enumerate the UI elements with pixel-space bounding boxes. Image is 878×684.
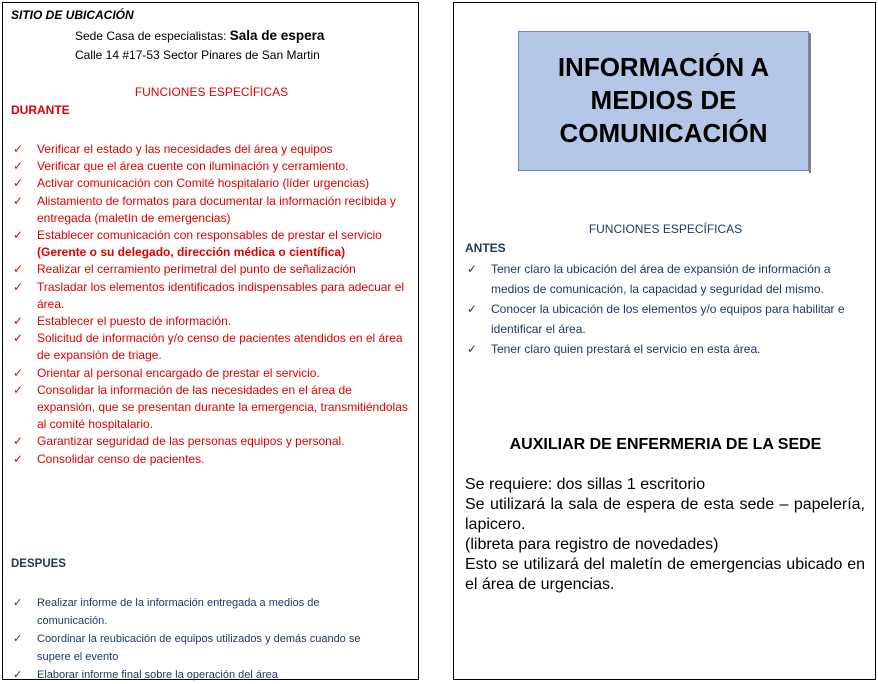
list-item: ✓ Conocer la ubicación de los elementos y/o equipos para habilitar e identificar el área. [465, 299, 857, 339]
check-icon: ✓ [13, 434, 24, 449]
title-box-shadow [809, 33, 811, 173]
check-icon: ✓ [13, 228, 24, 243]
check-icon: ✓ [13, 669, 23, 681]
auxiliar-heading: AUXILIAR DE ENFERMERIA DE LA SEDE [509, 436, 822, 453]
title-line-2: MEDIOS DE [590, 85, 737, 115]
check-icon: ✓ [13, 176, 24, 191]
check-icon: ✓ [13, 279, 24, 294]
check-icon: ✓ [13, 451, 24, 466]
check-icon: ✓ [13, 365, 24, 380]
check-icon: ✓ [13, 314, 24, 329]
list-item: ✓ Establecer comunicación con responsables de prestar el servicio (Gerente o su delegado, dirección médica o científica) [13, 228, 382, 260]
durante-list [11, 141, 409, 468]
title-line-3: COMUNICACIÓN [559, 118, 768, 148]
list-item: ✓ Trasladar los elementos identificados indispensables para adecuar el área. [13, 279, 405, 311]
list-item: ✓ Orientar al personal encargado de prestar el servicio. [11, 365, 409, 382]
list-item: ✓ Consolidar la información de las necesidades en el área de expansión, que se presentan durante la emergencia, transmitiéndolas al comité hospitalario. [13, 382, 408, 432]
list-item: ✓ Elaborar informe final sobre la operación del área [11, 666, 391, 684]
check-icon: ✓ [13, 193, 24, 208]
list-item: ✓ Tener claro quien prestará el servicio en esta área. [465, 339, 857, 359]
list-item: ✓ Coordinar la reubicación de equipos utilizados y demás cuando se supere el evento [11, 630, 391, 666]
durante-heading: DURANTE [11, 103, 70, 117]
list-item: ✓ Activar comunicación con Comité hospitalario (líder urgencias) [11, 175, 409, 192]
check-icon: ✓ [13, 382, 24, 397]
check-icon: ✓ [13, 597, 23, 609]
despues-heading: DESPUES [11, 558, 66, 570]
check-icon: ✓ [13, 159, 24, 174]
check-icon: ✓ [467, 342, 478, 356]
sede-name: Sala de espera [229, 28, 325, 43]
sede-line [75, 28, 324, 43]
list-item: ✓ Consolidar censo de pacientes. [11, 451, 409, 468]
funciones-heading-right: FUNCIONES ESPECÍFICAS [588, 222, 743, 236]
list-item: ✓ Garantizar seguridad de las personas equipos y personal. [11, 433, 409, 450]
requirement-line: Esto se utilizará del maletín de emergencias ubicado en el área de urgencias. [465, 556, 865, 593]
list-item: ✓ Tener claro la ubicación del área de expansión de información a medios de comunicación, la capacidad y seguridad del mismo. [465, 259, 857, 299]
requirements-text [465, 475, 865, 595]
requirement-line: Se requiere: dos sillas 1 escritorio [465, 476, 706, 493]
list-item: ✓ Solicitud de información y/o censo de pacientes atendidos en el área de expansión de triage. [13, 331, 403, 363]
right-page [453, 2, 876, 680]
list-item: ✓ Realizar el cerramiento perimetral del punto de señalización [11, 261, 409, 278]
funciones-heading-left: FUNCIONES ESPECÍFICAS [134, 85, 289, 99]
address-line: Calle 14 #17-53 Sector Pinares de San Martin [75, 48, 320, 62]
responsables-bold: (Gerente o su delegado, dirección médica o científica) [37, 245, 346, 260]
antes-list [465, 259, 857, 359]
requirement-line: (libreta para registro de novedades) [465, 536, 719, 553]
list-item: ✓ Alistamiento de formatos para documentar la información recibida y entregada (maletín de emergencias) [13, 193, 396, 225]
title-box [518, 31, 809, 171]
check-icon: ✓ [13, 262, 24, 277]
list-item: ✓ Verificar que el área cuente con iluminación y cerramiento. [11, 158, 409, 175]
check-icon: ✓ [467, 262, 478, 276]
list-item: ✓ Verificar el estado y las necesidades del área y equipos [11, 141, 409, 158]
check-icon: ✓ [13, 142, 24, 156]
antes-heading: ANTES [465, 241, 506, 255]
check-icon: ✓ [467, 302, 478, 316]
despues-list [11, 594, 391, 684]
requirement-line: Se utilizará la sala de espera de esta sede – papelería, lapicero. [465, 496, 865, 533]
list-item: ✓ Realizar informe de la información entregada a medios de comunicación. [11, 594, 391, 630]
check-icon: ✓ [13, 633, 23, 645]
list-item: ✓ Establecer el puesto de información. [11, 313, 409, 330]
left-page [2, 2, 419, 680]
sede-prefix: Sede Casa de especialistas: [75, 29, 227, 43]
check-icon: ✓ [13, 331, 24, 346]
sitio-heading: SITIO DE UBICACIÓN [11, 8, 134, 22]
title-line-1: INFORMACIÓN A [557, 52, 770, 82]
